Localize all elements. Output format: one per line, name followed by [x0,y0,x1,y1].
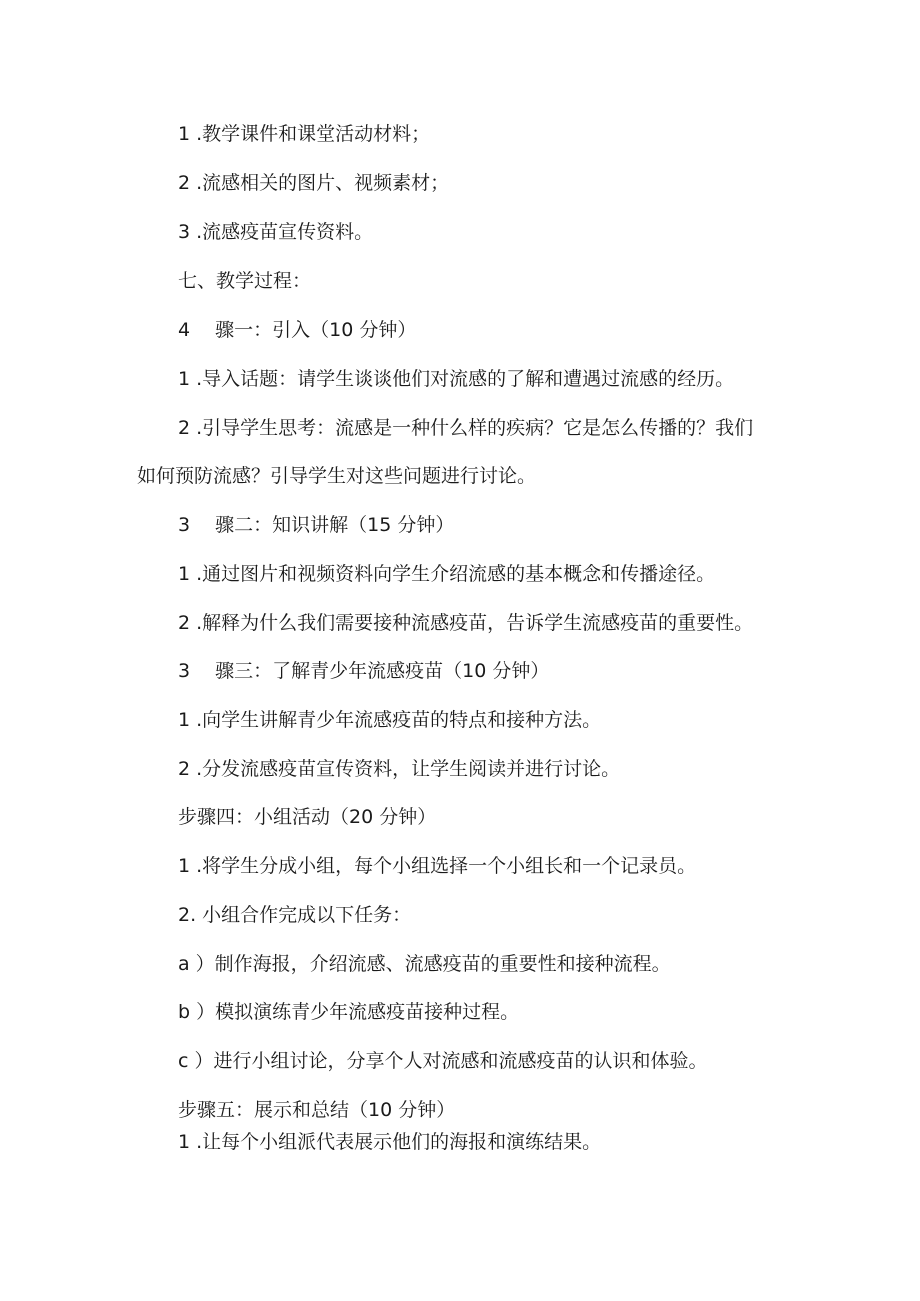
text-line: 1 .让每个小组派代表展示他们的海报和演练结果。 [178,1131,602,1153]
text-line: a ）制作海报，介绍流感、流感疫苗的重要性和接种流程。 [178,953,671,975]
text-line: 1 .将学生分成小组，每个小组选择一个小组长和一个记录员。 [178,855,697,877]
text-line: 2 .分发流感疫苗宣传资料，让学生阅读并进行讨论。 [178,758,621,780]
text-line: b ）模拟演练青少年流感疫苗接种过程。 [178,1001,520,1023]
text-line: 1 .教学课件和课堂活动材料； [178,123,431,145]
step-heading: 3 骤二：知识讲解（15 分钟） [178,514,455,536]
text-line: 2 .解释为什么我们需要接种流感疫苗，告诉学生流感疫苗的重要性。 [178,612,754,634]
step-heading: 3 骤三：了解青少年流感疫苗（10 分钟） [178,660,550,682]
text-line: 3 .流感疫苗宣传资料。 [178,221,374,243]
text-line: 2 .流感相关的图片、视频素材； [178,172,450,194]
text-line: 1 .通过图片和视频资料向学生介绍流感的基本概念和传播途径。 [178,563,716,585]
text-line: 1 .向学生讲解青少年流感疫苗的特点和接种方法。 [178,709,602,731]
text-line: c ）进行小组讨论，分享个人对流感和流感疫苗的认识和体验。 [178,1050,708,1072]
section-heading: 七、教学过程： [178,270,312,292]
text-line: 如何预防流感？引导学生对这些问题进行讨论。 [137,465,537,487]
text-line: 2 .引导学生思考：流感是一种什么样的疾病？它是怎么传播的？我们 [178,417,754,439]
step-heading: 步骤四：小组活动（20 分钟） [178,806,437,828]
step-heading: 4 骤一：引入（10 分钟） [178,319,417,341]
text-line: 2. 小组合作完成以下任务： [178,904,412,926]
text-line: 1 .导入话题：请学生谈谈他们对流感的了解和遭遇过流感的经历。 [178,368,735,390]
step-heading: 步骤五：展示和总结（10 分钟） [178,1099,456,1121]
